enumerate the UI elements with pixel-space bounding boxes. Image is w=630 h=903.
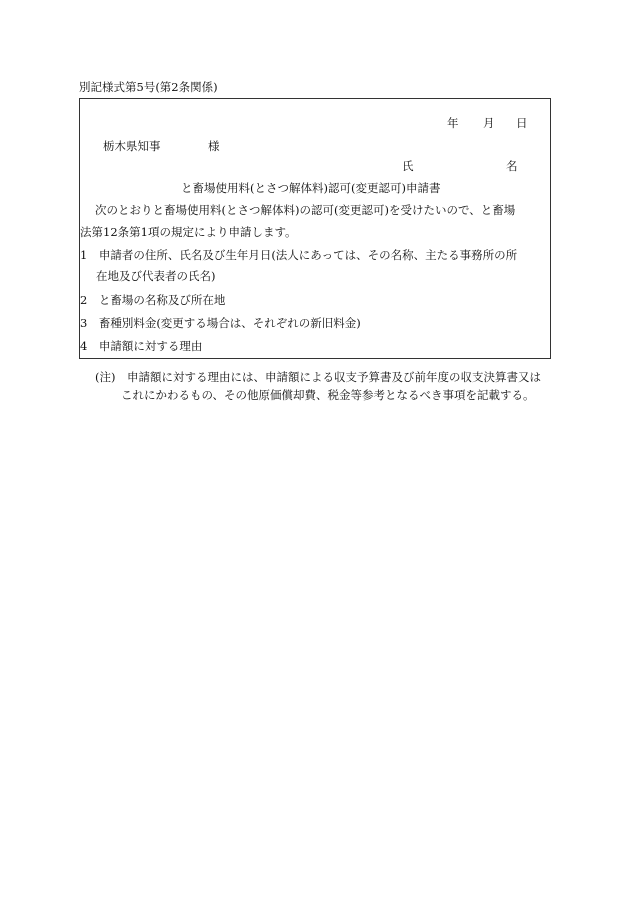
document-title: と畜場使用料(とさつ解体料)認可(変更認可)申請書: [181, 181, 441, 195]
list-item-1-continuation: 在地及び代表者の氏名): [96, 269, 216, 283]
list-item-3: 3 畜種別料金(変更する場合は、それぞれの新旧料金): [80, 316, 361, 330]
addressee: 栃木県知事: [103, 139, 161, 153]
body-text-line-1: 次のとおりと畜場使用料(とさつ解体料)の認可(変更認可)を受けたいので、と畜場: [95, 203, 516, 217]
date-year-label: 年: [447, 116, 459, 130]
date-day-label: 日: [516, 116, 528, 130]
applicant-name-label-mei: 名: [506, 159, 518, 173]
form-label: 別記様式第5号(第2条関係): [79, 80, 218, 94]
note-line-2: これにかわるもの、その他原価償却費、税金等参考となるべき事項を記載する。: [121, 388, 535, 402]
note-line-1: (注) 申請額に対する理由には、申請額による収支予算書及び前年度の収支決算書又は: [95, 370, 541, 384]
addressee-honorific: 様: [208, 139, 220, 153]
list-item-1: 1 申請者の住所、氏名及び生年月日(法人にあっては、その名称、主たる事務所の所: [80, 248, 518, 262]
list-item-2: 2 と畜場の名称及び所在地: [80, 293, 226, 307]
applicant-name-label-shi: 氏: [402, 159, 414, 173]
date-month-label: 月: [483, 116, 495, 130]
body-text-line-2: 法第12条第1項の規定により申請します。: [80, 225, 297, 239]
list-item-4: 4 申請額に対する理由: [80, 339, 203, 353]
